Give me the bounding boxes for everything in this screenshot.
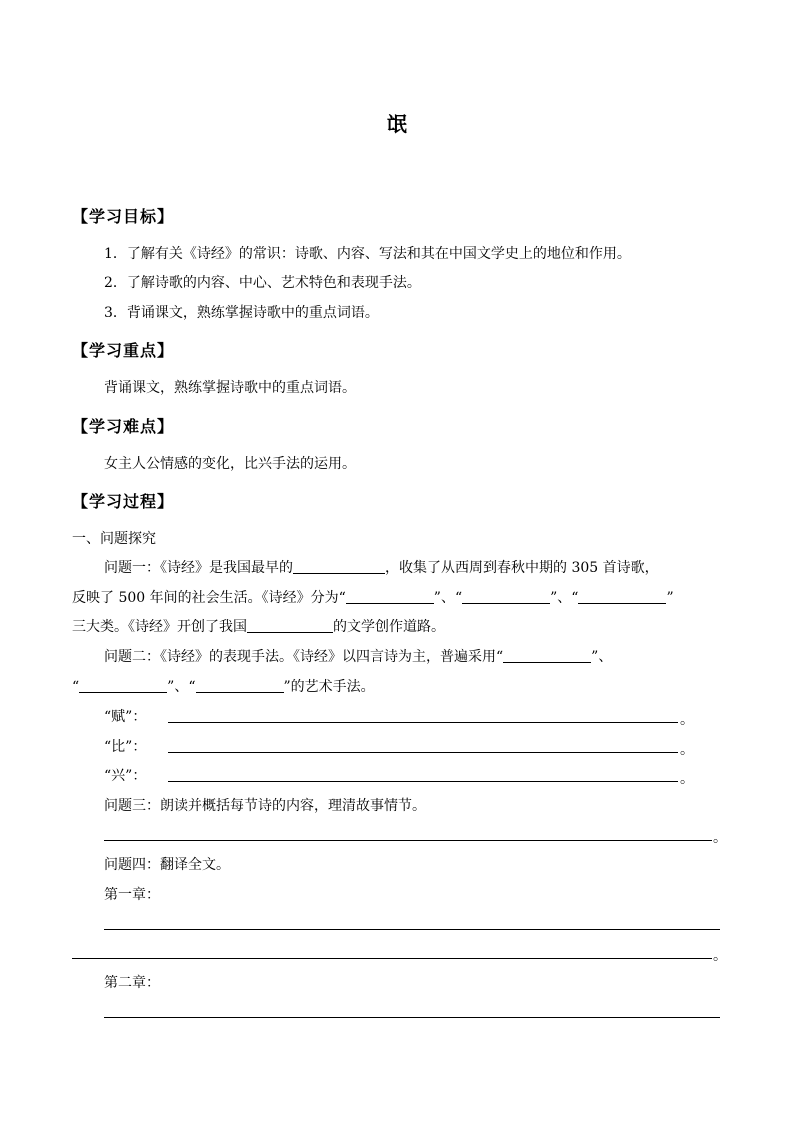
- q2-text-d: ”、“: [167, 679, 196, 695]
- bi-answer-line[interactable]: [168, 752, 678, 753]
- ch1-answer-line-2[interactable]: [72, 958, 712, 959]
- q1-blank-3[interactable]: [462, 589, 550, 604]
- xing-period: 。: [680, 771, 694, 787]
- question3-text: 问题三：朗读并概括每节诗的内容，理清故事情节。: [104, 798, 426, 814]
- xing-label: “兴”：: [104, 768, 147, 784]
- question4-text: 问题四：翻译全文。: [104, 857, 230, 873]
- ch1-period: 。: [713, 948, 727, 964]
- bi-label: “比”：: [104, 739, 147, 755]
- difficulty-text: 女主人公情感的变化，比兴手法的运用。: [104, 456, 356, 472]
- chapter2-label: 第二章：: [104, 975, 160, 991]
- q2-text-a: 问题二：《诗经》的表现手法。《诗经》以四言诗为主，普遍采用“: [104, 649, 504, 665]
- process-heading: 【学习过程】: [72, 492, 175, 511]
- q1-text-c: 反映了 500 年间的社会生活。《诗经》分为“: [72, 590, 346, 606]
- focus-heading: 【学习重点】: [72, 341, 175, 360]
- q2-blank-1[interactable]: [503, 648, 591, 663]
- goal-item-2: 2．了解诗歌的内容、中心、艺术特色和表现手法。: [104, 275, 421, 291]
- q1-text-a: 问题一：《诗经》是我国最早的: [104, 560, 293, 576]
- q1-text-b: ，收集了从西周到春秋中期的 305 首诗歌，: [385, 560, 659, 576]
- ch1-answer-line-1[interactable]: [104, 929, 720, 930]
- q1-blank-1[interactable]: [293, 559, 385, 574]
- q2-blank-2[interactable]: [79, 678, 167, 693]
- focus-text: 背诵课文，熟练掌握诗歌中的重点词语。: [104, 380, 356, 396]
- q1-text-e: ”、“: [550, 590, 579, 606]
- q3-answer-line[interactable]: [104, 840, 712, 841]
- q2-blank-3[interactable]: [196, 678, 284, 693]
- question2-line2: [72, 677, 375, 697]
- goal-item-3: 3．背诵课文，熟练掌握诗歌中的重点词语。: [104, 305, 379, 321]
- goal-item-1: 1．了解有关《诗经》的常识：诗歌、内容、写法和其在中国文学史上的地位和作用。: [104, 246, 631, 262]
- q2-text-c: “: [72, 679, 80, 695]
- difficulty-heading: 【学习难点】: [72, 417, 175, 436]
- question2-line1: [104, 647, 612, 667]
- q2-text-e: ”的艺术手法。: [283, 679, 375, 695]
- goals-heading: 【学习目标】: [72, 207, 175, 226]
- fu-answer-line[interactable]: [168, 722, 678, 723]
- chapter1-label: 第一章：: [104, 887, 160, 903]
- q1-text-f: ”: [666, 590, 674, 606]
- q1-blank-2[interactable]: [346, 589, 434, 604]
- ch2-answer-line-1[interactable]: [104, 1017, 720, 1018]
- q3-period: 。: [713, 830, 727, 846]
- q1-blank-5[interactable]: [247, 618, 333, 633]
- question1-line1: [104, 558, 659, 578]
- xing-answer-line[interactable]: [168, 781, 678, 782]
- q2-text-b: ”、: [591, 649, 613, 665]
- question1-line2: [72, 588, 674, 608]
- q1-text-g: 三大类。《诗经》开创了我国: [72, 619, 247, 635]
- fu-label: “赋”：: [104, 709, 147, 725]
- bi-period: 。: [680, 742, 694, 758]
- q1-blank-4[interactable]: [578, 589, 666, 604]
- question1-line3: [72, 617, 445, 637]
- q1-text-h: 的文学创作道路。: [333, 619, 445, 635]
- q1-text-d: ”、“: [433, 590, 463, 606]
- part1-label: 一、问题探究: [72, 531, 156, 547]
- fu-period: 。: [680, 712, 694, 728]
- page-title: 氓: [387, 112, 407, 136]
